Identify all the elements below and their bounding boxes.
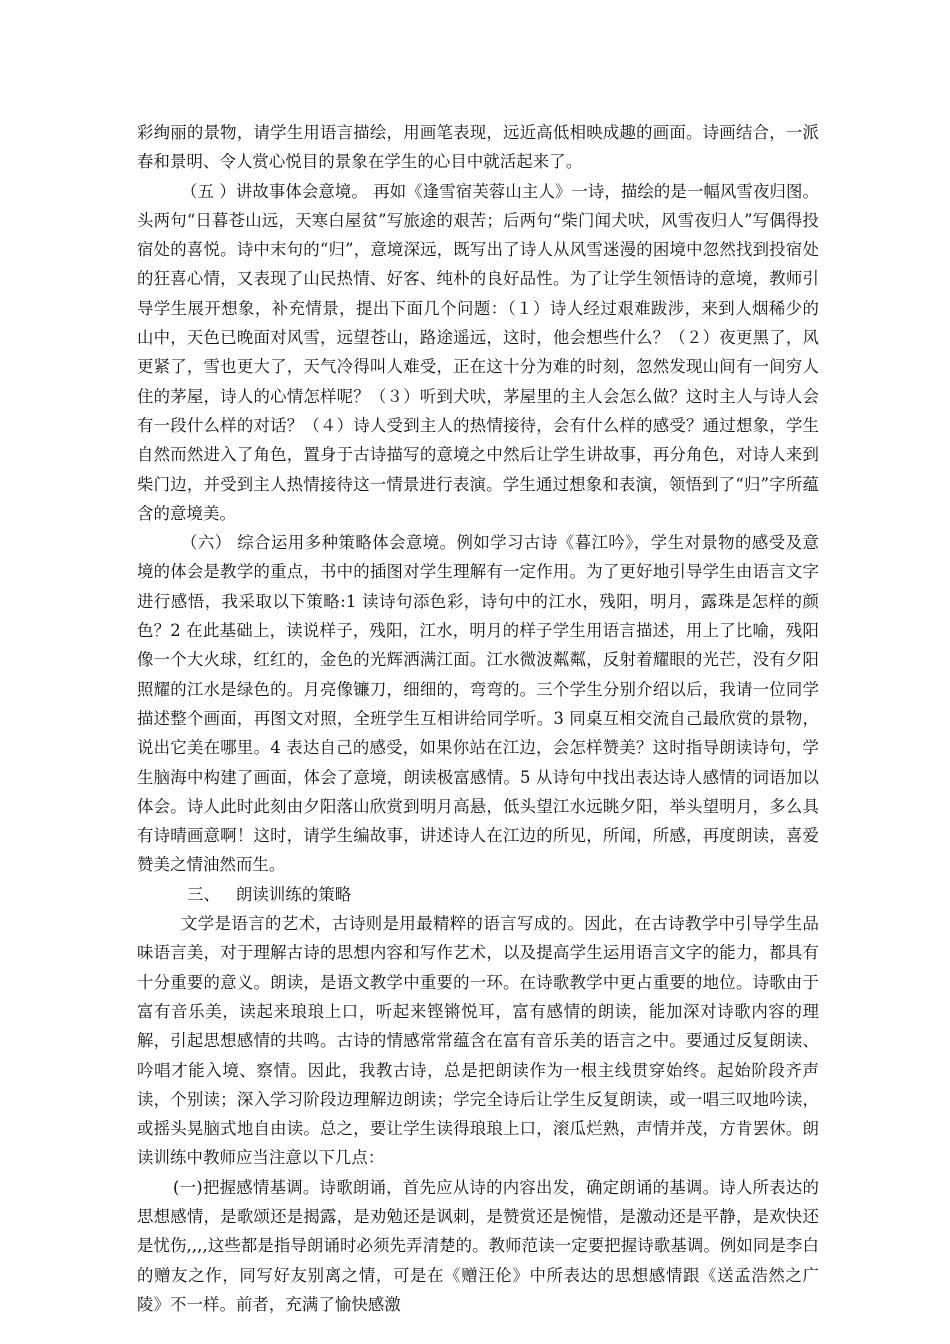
paragraph-combined-strategies: （六） 综合运用多种策略体会意境。例如学习古诗《暮江吟》，学生对景物的感受及意境的体会是教学的重点，书中的插图对学生理解有一定作用。为了更好地引导学生由语言文字进行感悟，我采取以下策略:1 读诗句添色彩，诗句中的江水，残阳，明月，露珠是怎样的颜色？2 在此基础上，读说样子，残阳，江水，明月的样子学生用语言描述，用上了比喻，残阳像一个大火球，红红的，金色的光辉洒满江面。江水微波粼粼，反射着耀眼的光芒，没有夕阳照耀的江水是绿色的。月亮像镰刀，细细的，弯弯的。三个学生分别介绍以后，我请一位同学描述整个画面，再图文对照，全班学生互相讲给同学听。3 同桌互相交流自己最欣赏的景物，说出它美在哪里。4 表达自己的感受，如果你站在江边，会怎样赞美？这时指导朗读诗句，学生脑海中构建了画面，体会了意境，朗读极富感情。5 从诗句中找出表达诗人感情的词语加以体会。诗人此时此刻由夕阳落山欣赏到明月高悬，低头望江水远眺夕阳，举头望明月，多么具有诗晴画意啊！这时，请学生编故事，讲述诗人在江边的所见，所闻，所感，再度朗读，喜爱赞美之情油然而生。 [137,533,819,875]
paragraph-scenery-conclusion: 彩绚丽的景物，请学生用语言描绘，用画笔表现，远近高低相映成趣的画面。诗画结合，一派春和景明、令人赏心悦目的景象在学生的心目中就活起来了。 [137,123,819,172]
section-heading-reading-training: 三、 朗读训练的策略 [187,884,352,904]
paragraph-reading-intro: 文学是语言的艺术，古诗则是用最精粹的语言写成的。因此，在古诗教学中引导学生品味语言美，对于理解古诗的思想内容和写作艺术，以及提高学生运用语言文字的能力，都具有十分重要的意义。朗读，是语文教学中重要的一环。在诗歌教学中更占重要的地位。诗歌由于富有音乐美，读起来琅琅上口，听起来铿锵悦耳，富有感情的朗读，能加深对诗歌内容的理解，引起思想感情的共鸣。古诗的情感常常蕴含在富有音乐美的语言之中。要通过反复朗读、吟唱才能入境、察情。因此，我教古诗，总是把朗读作为一根主线贯穿始终。起始阶段齐声读，个别读；深入学习阶段边理解边朗读；学完全诗后让学生反复朗读，或一唱三叹地吟读，或摇头晃脑式地自由读。总之，要让学生读得琅琅上口，滚瓜烂熟，声情并茂，方肯罢休。朗读训练中教师应当注意以下几点： [137,914,819,1168]
paragraph-emotional-tone: (一)把握感情基调。诗歌朗诵，首先应从诗的内容出发，确定朗诵的基调。诗人所表达的思想感情，是歌颂还是揭露，是劝勉还是讽刺，是赞赏还是惋惜，是激动还是平静，是欢快还是忧伤,,,,这些都是指导朗诵时必须先弄清楚的。教师范读一定要把握诗歌基调。例如同是李白的赠友之作，同写好友别离之情，可是在《赠汪伦》中所表达的思想感情跟《送孟浩然之广陵》不一样。前者，充满了愉快感激 [137,1177,819,1314]
document-body [137,118,819,1319]
paragraph-storytelling-mood: （五 ）讲故事体会意境。 再如《逢雪宿芙蓉山主人》一诗，描绘的是一幅风雪夜归图。头两句“日暮苍山远，天寒白屋贫”写旅途的艰苦；后两句“柴门闻犬吠，风雪夜归人”写偶得投宿处的喜悦。诗中末句的“归”，意境深远，既写出了诗人从风雪迷漫的困境中忽然找到投宿处的狂喜心情，又表现了山民热情、好客、纯朴的良好品性。为了让学生领悟诗的意境，教师引导学生展开想象，补充情景，提出下面几个问题：（１）诗人经过艰难跋涉，来到人烟稀少的山中，天色已晚面对风雪，远望苍山，路途遥远，这时，他会想些什么？（２）夜更黑了，风更紧了，雪也更大了，天气冷得叫人难受，正在这十分为难的时刻，忽然发现山间有一间穷人住的茅屋，诗人的心情怎样呢？（３）听到犬吠，茅屋里的主人会怎么做？这时主人与诗人会有一段什么样的对话？（４）诗人受到主人的热情接待，会有什么样的感受？通过想象，学生自然而然进入了角色，置身于古诗描写的意境之中然后让学生讲故事，再分角色，对诗人来到柴门边，并受到主人热情接待这一情景进行表演。学生通过想象和表演，领悟到了“归”字所蕴含的意境美。 [137,181,819,523]
